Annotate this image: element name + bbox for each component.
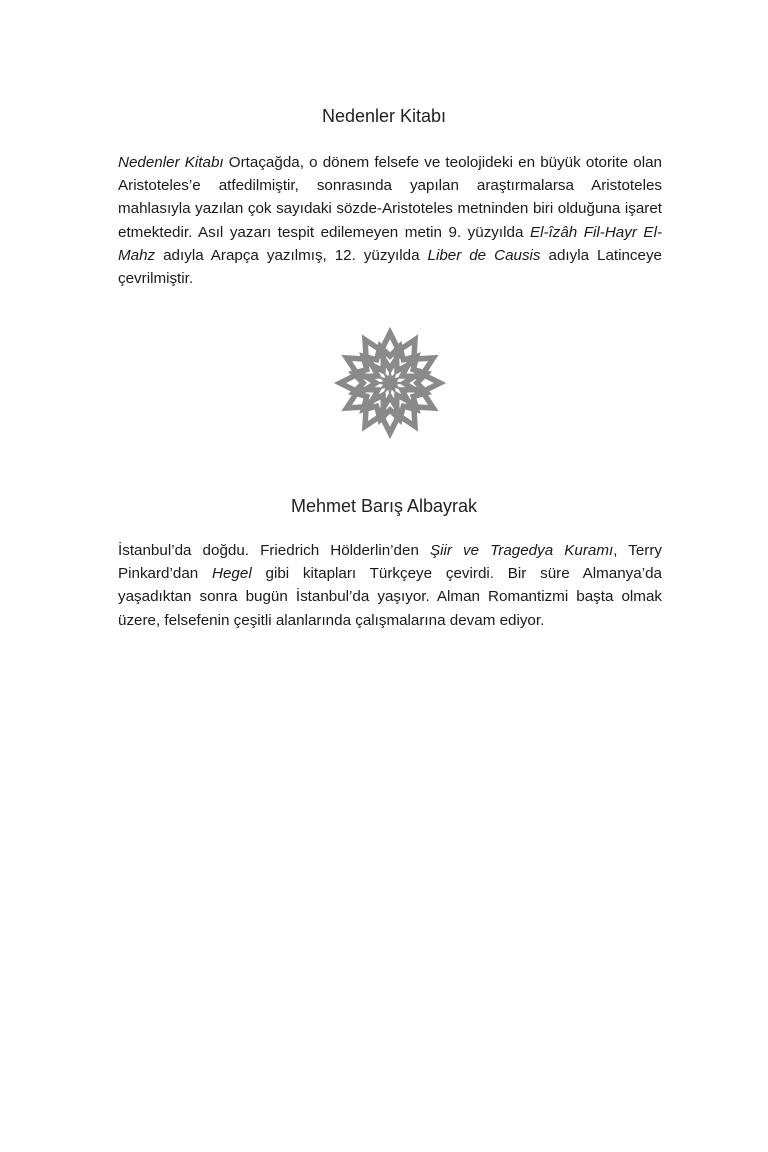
author-name: Mehmet Barış Albayrak xyxy=(290,496,478,516)
description-text: adıyla Arapça yazılmış, 12. yüzyılda xyxy=(155,246,428,264)
author-bio xyxy=(118,539,662,632)
description-text: Ortaçağda, o dönem felsefe ve teolojideki en büyük otorite olan Aristoteles’e atfedilmiştir, sonrasında yapılan araştırmalarsa Aristoteles mahlasıyla yazılan çok sayıdaki sözde-Aristoteles metninden biri olduğuna işaret etmektedir. Asıl yazarı tespit edilemeyen metin 9. yüzyılda xyxy=(118,154,662,241)
latin-title-italic: Liber de Causis xyxy=(427,246,541,264)
bio-text: gibi kitapları Türkçeye çevirdi. Bir süre Almanya’da yaşadıktan sonra bugün İstanbul’da yaşıyor. Alman Romantizmi başta olmak üzere, felsefenin çeşitli alanlarında çalışmalarına devam ediyor. xyxy=(118,565,662,629)
book-title-italic: Nedenler Kitabı xyxy=(118,154,224,171)
arabic-title-italic: El-îzâh Fil-Hayr El-Mahz xyxy=(118,223,662,264)
description-text: adıyla Latinceye çevrilmiştir. xyxy=(118,246,663,288)
bio-text: , Terry Pinkard’dan xyxy=(118,542,662,583)
work-title-italic: Hegel xyxy=(212,565,252,583)
work-title-italic: Şiir ve Tragedya Kuramı xyxy=(429,542,614,559)
star-ornament-icon xyxy=(334,327,446,439)
book-title: Nedenler Kitabı xyxy=(321,106,447,126)
book-description xyxy=(118,151,662,290)
ornament-center-star xyxy=(377,370,403,396)
bio-text: İstanbul’da doğdu. Friedrich Hölderlin’den xyxy=(118,542,430,559)
